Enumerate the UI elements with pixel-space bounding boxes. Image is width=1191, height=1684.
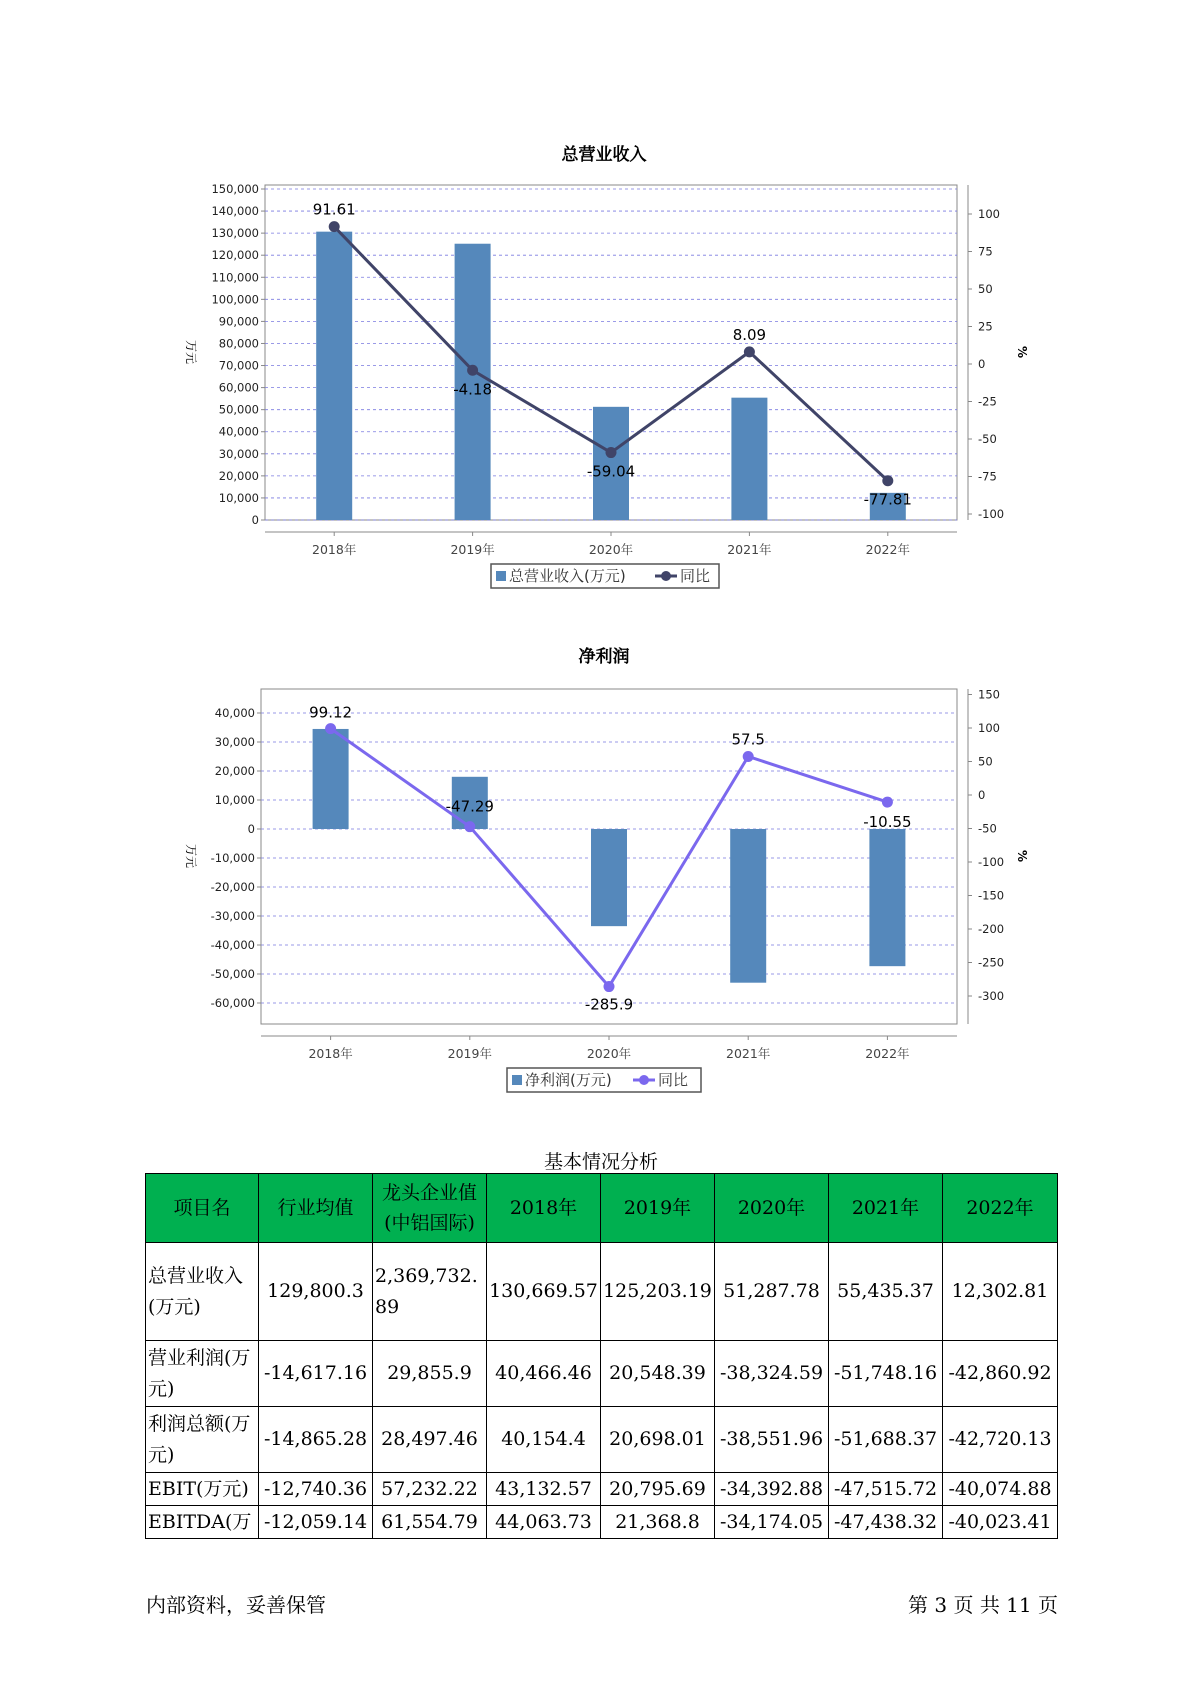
y-tick-label: -30,000 [210, 909, 255, 923]
value-cell: 21,368.8 [601, 1506, 715, 1539]
value-cell: 12,302.81 [943, 1243, 1058, 1341]
x-tick-label: 2021年 [727, 542, 772, 557]
y-tick-label: 10,000 [218, 490, 259, 505]
value-cell: -38,551.96 [715, 1407, 829, 1473]
y2-tick-label: -100 [978, 507, 1005, 521]
row-label-cell: EBITDA(万 [146, 1506, 259, 1539]
value-cell: 40,466.46 [487, 1341, 601, 1407]
value-cell: -42,720.13 [943, 1407, 1058, 1473]
data-label: -59.04 [586, 462, 636, 481]
y-tick-label: -60,000 [210, 996, 255, 1010]
value-cell: 51,287.78 [715, 1243, 829, 1341]
y2-tick-label: -300 [978, 989, 1005, 1003]
y-tick-label: 90,000 [218, 314, 259, 329]
value-cell: -14,865.28 [259, 1407, 373, 1473]
x-tick-label: 2021年 [726, 1046, 771, 1061]
value-cell: -34,174.05 [715, 1506, 829, 1539]
value-cell: -51,748.16 [829, 1341, 943, 1407]
x-tick-label: 2020年 [588, 542, 634, 557]
x-tick-label: 2019年 [450, 542, 495, 557]
data-label: 57.5 [731, 730, 765, 749]
y-tick-label: 70,000 [218, 358, 259, 373]
basic-analysis-table [145, 1173, 1058, 1539]
table-header-row [146, 1174, 1058, 1243]
footer-confidential: 内部资料，妥善保管 [146, 1593, 326, 1617]
value-cell: -42,860.92 [943, 1341, 1058, 1407]
y-tick-label: 30,000 [214, 735, 255, 749]
y2-tick-label: -50 [978, 821, 997, 836]
y-tick-label: 80,000 [218, 336, 259, 351]
value-cell: 29,855.9 [373, 1341, 487, 1407]
y2-tick-label: 150 [978, 687, 1000, 702]
data-label: -47.29 [445, 797, 494, 816]
row-label-cell: EBIT(万元) [146, 1473, 259, 1506]
y-tick-label: 120,000 [211, 248, 259, 263]
y-tick-label: 140,000 [211, 204, 259, 219]
table-row [146, 1341, 1058, 1407]
legend-bar-label: 总营业收入(万元) [509, 567, 626, 585]
value-cell: 125,203.19 [601, 1243, 715, 1341]
x-tick-label: 2019年 [447, 1046, 492, 1061]
line-point [325, 723, 336, 734]
x-tick-label: 2018年 [308, 1046, 353, 1061]
y2-axis-label: % [1015, 345, 1029, 359]
header-cell: 2021年 [829, 1174, 943, 1243]
table-row [146, 1506, 1058, 1539]
legend-line-marker [639, 1075, 649, 1085]
row-label-cell: 总营业收入(万元) [146, 1243, 259, 1341]
y-tick-label: 130,000 [211, 226, 259, 241]
y-tick-label: 0 [247, 822, 255, 836]
line-point [464, 821, 475, 832]
y2-tick-label: -75 [978, 469, 997, 484]
legend-bar-swatch [512, 1075, 522, 1085]
value-cell: -12,740.36 [259, 1473, 373, 1506]
y2-tick-label: -100 [978, 855, 1005, 869]
y-tick-label: 40,000 [218, 424, 259, 439]
y-tick-label: 150,000 [211, 182, 259, 196]
bar [591, 829, 627, 926]
y2-tick-label: -150 [978, 888, 1005, 903]
x-tick-label: 2018年 [312, 542, 357, 557]
table-row [146, 1407, 1058, 1473]
value-cell: -12,059.14 [259, 1506, 373, 1539]
table-caption: 基本情况分析 [543, 1151, 658, 1173]
y2-tick-label: 100 [978, 721, 1000, 735]
value-cell: 44,063.73 [487, 1506, 601, 1539]
value-cell: 61,554.79 [373, 1506, 487, 1539]
data-label: -77.81 [863, 490, 912, 509]
y-tick-label: 50,000 [218, 402, 259, 417]
y2-tick-label: 50 [978, 754, 993, 769]
footer-page-number: 第 3 页 共 11 页 [908, 1593, 1058, 1617]
data-label: -10.55 [863, 813, 912, 832]
data-label: 91.61 [312, 200, 356, 219]
value-cell: -34,392.88 [715, 1473, 829, 1506]
y-tick-label: 60,000 [218, 380, 259, 395]
legend-line-label: 同比 [658, 1071, 689, 1089]
data-label: 99.12 [309, 703, 353, 722]
value-cell: 20,698.01 [601, 1407, 715, 1473]
x-tick-label: 2022年 [865, 542, 910, 557]
value-cell: -40,023.41 [943, 1506, 1058, 1539]
value-cell: 40,154.4 [487, 1407, 601, 1473]
value-cell: 20,548.39 [601, 1341, 715, 1407]
y-axis-label: 万元 [184, 339, 198, 365]
line-point [882, 797, 893, 808]
table-row [146, 1473, 1058, 1506]
y-tick-label: 10,000 [214, 793, 255, 807]
y-tick-label: 20,000 [218, 468, 259, 483]
value-cell: 129,800.3 [259, 1243, 373, 1341]
y2-tick-label: 25 [978, 319, 993, 334]
y2-tick-label: 0 [978, 357, 986, 371]
row-label-cell: 利润总额(万元) [146, 1407, 259, 1473]
header-cell: 2018年 [487, 1174, 601, 1243]
data-label: -285.9 [584, 995, 634, 1014]
y2-tick-label: 0 [978, 788, 986, 802]
value-cell: 55,435.37 [829, 1243, 943, 1341]
chart-title: 净利润 [578, 647, 630, 667]
y2-tick-label: -50 [978, 432, 997, 446]
value-cell: 2,369,732.89 [373, 1243, 487, 1341]
y2-tick-label: -25 [978, 394, 997, 409]
y-tick-label: 40,000 [214, 706, 255, 720]
y-tick-label: 20,000 [214, 764, 255, 778]
line-point [604, 981, 615, 992]
legend-line-label: 同比 [680, 567, 711, 585]
y2-tick-label: -200 [978, 922, 1005, 936]
y-axis-label: 万元 [184, 843, 198, 869]
y-tick-label: 100,000 [211, 292, 259, 307]
y-tick-label: -20,000 [210, 880, 255, 894]
header-cell: 2020年 [715, 1174, 829, 1243]
x-tick-label: 2020年 [586, 1046, 632, 1061]
data-label: -4.18 [453, 380, 493, 399]
bar [313, 729, 349, 829]
value-cell: -51,688.37 [829, 1407, 943, 1473]
header-cell: 2022年 [943, 1174, 1058, 1243]
legend-bar-label: 净利润(万元) [525, 1071, 612, 1089]
value-cell: 43,132.57 [487, 1473, 601, 1506]
value-cell: -38,324.59 [715, 1341, 829, 1407]
header-cell: 行业均值 [259, 1174, 373, 1243]
bar [730, 829, 766, 983]
value-cell: 130,669.57 [487, 1243, 601, 1341]
x-tick-label: 2022年 [865, 1046, 910, 1061]
y-tick-label: -50,000 [210, 967, 255, 981]
value-cell: 57,232.22 [373, 1473, 487, 1506]
bar [869, 829, 905, 966]
value-cell: 20,795.69 [601, 1473, 715, 1506]
y-tick-label: -10,000 [210, 851, 255, 865]
y2-tick-label: -250 [978, 955, 1005, 970]
table-row [146, 1243, 1058, 1341]
value-cell: -14,617.16 [259, 1341, 373, 1407]
y2-tick-label: 50 [978, 282, 993, 296]
y2-tick-label: 75 [978, 244, 993, 259]
header-cell: 龙头企业值(中铝国际) [373, 1174, 487, 1243]
value-cell: -47,438.32 [829, 1506, 943, 1539]
row-label-cell: 营业利润(万元) [146, 1341, 259, 1407]
chart-title: 总营业收入 [561, 145, 647, 165]
y-tick-label: 110,000 [211, 270, 259, 285]
value-cell: -47,515.72 [829, 1473, 943, 1506]
value-cell: -40,074.88 [943, 1473, 1058, 1506]
y-tick-label: 0 [251, 513, 259, 527]
y2-tick-label: 100 [978, 207, 1000, 221]
value-cell: 28,497.46 [373, 1407, 487, 1473]
header-cell: 项目名 [146, 1174, 259, 1243]
header-cell: 2019年 [601, 1174, 715, 1243]
y-tick-label: 30,000 [218, 446, 259, 461]
line-point [743, 751, 754, 762]
data-label: 8.09 [732, 325, 767, 344]
y-tick-label: -40,000 [210, 938, 255, 952]
y2-axis-label: % [1015, 849, 1029, 863]
